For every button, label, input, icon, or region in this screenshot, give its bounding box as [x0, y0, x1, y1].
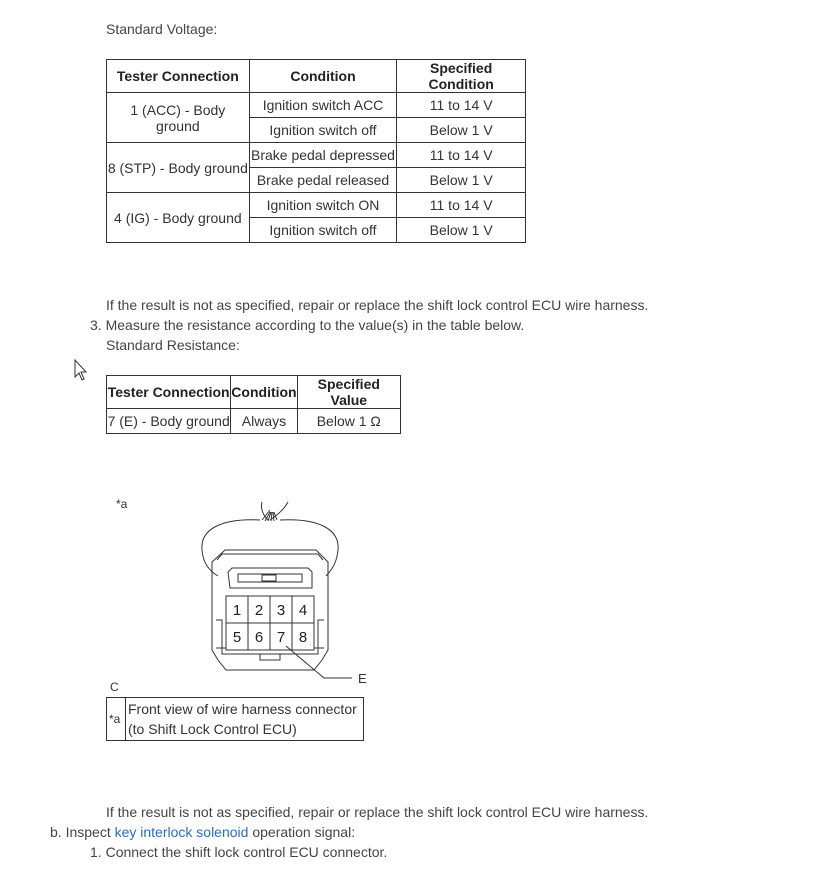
- header-specified-condition: Specified Condition: [397, 60, 526, 93]
- corner-label: C: [110, 680, 119, 694]
- step-3: [90, 316, 524, 334]
- legend-key: *a: [107, 698, 126, 741]
- spec-cell: 11 to 14 V: [397, 143, 526, 168]
- pin-7: 7: [276, 629, 286, 646]
- pin-2: 2: [254, 602, 264, 619]
- voltage-table: [106, 59, 526, 243]
- step-number: 1.: [90, 844, 102, 860]
- table-header-row: [107, 60, 526, 93]
- condition-cell: Ignition switch off: [249, 218, 397, 243]
- legend-description: [126, 698, 364, 741]
- result-note: If the result is not as specified, repair or replace the shift lock control ECU wire harness.: [106, 804, 649, 820]
- condition-cell: Brake pedal depressed: [249, 143, 397, 168]
- condition-cell: Always: [231, 409, 297, 434]
- step-b-prefix: b. Inspect: [50, 824, 115, 840]
- diagram-callout: *a: [116, 497, 128, 511]
- spec-cell: 11 to 14 V: [397, 93, 526, 118]
- step-b: [50, 823, 355, 841]
- key-interlock-solenoid-link[interactable]: key interlock solenoid: [114, 824, 249, 840]
- spec-cell: Below 1 V: [397, 118, 526, 143]
- spec-cell: Below 1 V: [397, 168, 526, 193]
- ground-leader-line: [286, 646, 352, 678]
- resistance-table: [106, 375, 401, 434]
- header-condition: Condition: [231, 376, 297, 409]
- result-note: If the result is not as specified, repair or replace the shift lock control ECU wire harness.: [106, 297, 649, 313]
- mouse-cursor-icon: [72, 358, 90, 382]
- spec-cell: Below 1 V: [397, 218, 526, 243]
- pin-1: 1: [232, 602, 242, 619]
- diagram-legend: [106, 697, 364, 741]
- step-text: Measure the resistance according to the value(s) in the table below.: [105, 317, 525, 333]
- table-row: [107, 409, 401, 434]
- condition-cell: Brake pedal released: [249, 168, 397, 193]
- standard-voltage-label: Standard Voltage:: [106, 21, 218, 37]
- table-row: [107, 143, 526, 168]
- condition-cell: Ignition switch ACC: [249, 93, 397, 118]
- condition-cell: Ignition switch off: [249, 118, 397, 143]
- wire-bundle: [202, 502, 338, 576]
- header-condition: Condition: [249, 60, 397, 93]
- table-row: [107, 193, 526, 218]
- ground-label: E: [358, 671, 367, 686]
- connection-cell: 8 (STP) - Body ground: [107, 143, 250, 193]
- pin-6: 6: [254, 629, 264, 646]
- header-specified-value: Specified Value: [297, 376, 400, 409]
- pin-8: 8: [298, 629, 308, 646]
- connection-cell: 7 (E) - Body ground: [107, 409, 231, 434]
- condition-cell: Ignition switch ON: [249, 193, 397, 218]
- pin-5: 5: [232, 629, 242, 646]
- legend-line-2: (to Shift Lock Control ECU): [128, 721, 297, 737]
- spec-cell: 11 to 14 V: [397, 193, 526, 218]
- legend-line-1: Front view of wire harness connector: [128, 701, 357, 717]
- step-text: Connect the shift lock control ECU connector.: [105, 844, 388, 860]
- pin-4: 4: [298, 602, 308, 619]
- step-b-1: [90, 843, 387, 861]
- connector-diagram: [100, 490, 400, 700]
- table-header-row: [107, 376, 401, 409]
- header-tester-connection: Tester Connection: [107, 376, 231, 409]
- standard-resistance-label: Standard Resistance:: [106, 337, 240, 353]
- connection-cell: 1 (ACC) - Body ground: [107, 93, 250, 143]
- table-row: [107, 93, 526, 118]
- step-number: 3.: [90, 317, 102, 333]
- connection-cell: 4 (IG) - Body ground: [107, 193, 250, 243]
- spec-cell: Below 1 Ω: [297, 409, 400, 434]
- pin-3: 3: [276, 602, 286, 619]
- header-tester-connection: Tester Connection: [107, 60, 250, 93]
- step-b-suffix: operation signal:: [248, 824, 356, 840]
